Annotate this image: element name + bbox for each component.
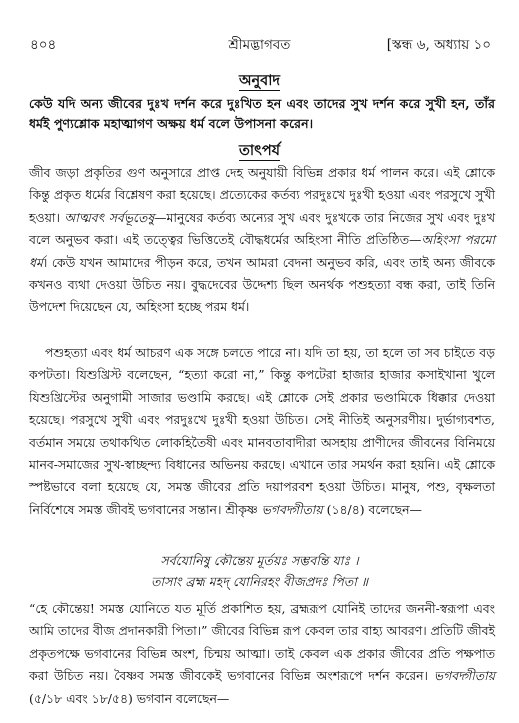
- page-number: ৪০৪: [30, 37, 57, 53]
- verse-line-1: সর্বযোনিষু কৌন্তেয় মূর্তয়ঃ সম্ভবন্তি যাঃ ।: [160, 553, 359, 568]
- purport-paragraph-1: জীব জড়া প্রকৃতির গুণ অনুসারে প্রাপ্ত দেহ অনুযায়ী বিভিন্ন প্রকার ধর্ম পালন করে। এই শ্লোকে কিন্তু প্রকৃত ধর্মের বিশ্লেষণ করা হয়েছে। প্রত্যেকের কর্তব্য পরদুঃখে দুঃখী হওয়া এবং পরসুখে সুখী হওয়া। আত্মবৎ সর্বভূতেষু—মানুষের কর্তব্য অন্যের সুখ এবং দুঃখকে তার নিজের সুখ এবং দুঃখ বলে অনুভব করা। এই তত্ত্বের ভিত্তিতেই বৌদ্ধধর্মের অহিংসা নীতি প্রতিষ্ঠিত—অহিংসা পরমো ধর্ম। কেউ যখন আমাদের পীড়ন করে, তখন আমরা বেদনা অনুভব করি, এবং তাই অন্য জীবকে কখনও ব্যথা দেওয়া উচিত নয়। বুদ্ধদেবের উদ্দেশ্য ছিল অনর্থক পশুহত্যা বন্ধ করা, তাই তিনি উপদেশ দিয়েছেন যে, অহিংসা হচ্ছে পরম ধর্ম।: [29, 165, 495, 315]
- book-title: শ্রীমদ্ভাগবত: [228, 37, 291, 53]
- purport-paragraph-2: পশুহত্যা এবং ধর্ম আচরণ এক সঙ্গে চলতে পারে না। যদি তা হয়, তা হলে তা সব চাইতে বড় কপটতা। যিশুখ্রিস্ট বলেছেন, “হত্যা করো না,” কিন্তু কপটেরা হাজার হাজার কসাইখানা খুলে যিশুখ্রিস্টের অনুগামী সাজার ভণ্ডামি করছে। এই শ্লোকে সেই প্রকার ভণ্ডামিকে ধিক্কার দেওয়া হয়েছে। পরসুখে সুখী এবং পরদুঃখে দুঃখী হওয়া উচিত। সেই নীতিই অনুসরণীয়। দুর্ভাগ্যবশত, বর্তমান সময়ে তথাকথিত লোকহিতৈষী এবং মানবতাবাদীরা অসহায় প্রাণীদের জীবনের বিনিময়ে মানব-সমাজের সুখ-স্বাচ্ছন্দ্য বিধানের অভিনয় করছে। এখানে তার সমর্থন করা হয়নি। এই শ্লোকে স্পষ্টভাবে বলা হয়েছে যে, সমস্ত জীবের প্রতি দয়াপরবশ হওয়া উচিত। মানুষ, পশু, বৃক্ষলতা নির্বিশেষে সমস্ত জীবই ভগবানের সন্তান। শ্রীকৃষ্ণ ভগবদ্গীতায় (১৪/৪) বলেছেন—: [29, 345, 495, 517]
- chapter-reference: [স্কন্ধ ৬, অধ্যায় ১০: [386, 37, 491, 53]
- verse-line-2: তাসাং ব্রহ্ম মহদ্ যোনিরহং বীজপ্রদঃ পিতা ॥: [150, 574, 369, 589]
- translation-heading: অনুবাদ: [238, 72, 281, 89]
- gita-reference: ভগবদ্গীতায়: [261, 501, 323, 517]
- translation-text: কেউ যদি অন্য জীবের দুঃখ দর্শন করে দুঃখিত হন এবং তাদের সুখ দর্শন করে সুখী হন, তাঁর ধর্মই পুণ্যশ্লোক মহাত্মাগণ অক্ষয় ধর্ম বলে উপাসনা করেন।: [29, 96, 495, 131]
- gita-reference-2: ভগবদ্গীতায়: [433, 668, 495, 684]
- quote-ahimsa: অহিংসা পরমো ধর্ম: [29, 232, 495, 270]
- purport-heading: তাৎপর্য: [238, 142, 281, 159]
- purport-paragraph-3: “হে কৌন্তেয়! সমস্ত যোনিতে যত মূর্তি প্রকাশিত হয়, ব্রহ্মরূপ যোনিই তাদের জননী-স্বরূপা এবং আমি তাদের বীজ প্রদানকারী পিতা।” জীবের বিভিন্ন রূপ কেবল তার বাহ্য আবরণ। প্রতিটি জীবই প্রকৃতপক্ষে ভগবানের বিভিন্ন অংশ, চিন্ময় আত্মা। তাই কেবল এক প্রকার জীবের প্রতি পক্ষপাত করা উচিত নয়। বৈষ্ণব সমস্ত জীবকেই ভগবানের বিভিন্ন অংশরূপে দর্শন করেন। ভগবদ্গীতায় (৫/১৮ এবং ১৮/৫৪) ভগবান বলেছেন—: [29, 601, 495, 706]
- quote-atmavat: আত্মবৎ সর্বভূতেষু: [64, 209, 155, 225]
- running-header: [0, 34, 519, 54]
